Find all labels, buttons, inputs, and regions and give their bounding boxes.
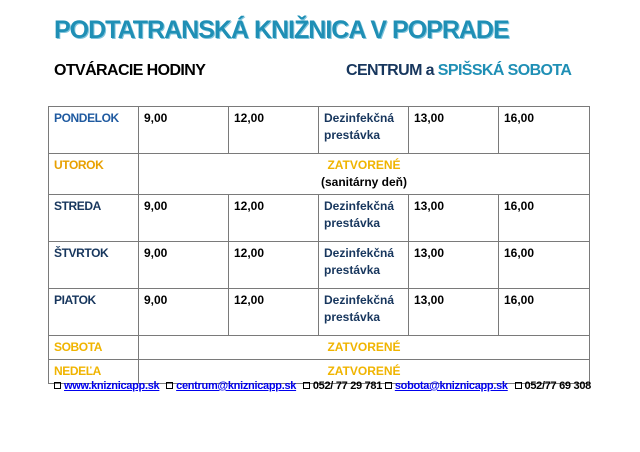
close-time: 16,00 — [499, 242, 590, 289]
open-time: 13,00 — [409, 242, 499, 289]
day-label: SOBOTA — [49, 336, 139, 360]
phone-centrum: 052/ 77 29 781 — [312, 380, 383, 392]
bullet-square-icon — [54, 382, 61, 389]
closed-label: ZATVORENÉ — [139, 336, 590, 360]
branch-spisska-sobota: SPIŠSKÁ SOBOTA — [437, 62, 572, 79]
table-row — [49, 242, 590, 289]
closed-label: ZATVORENÉ — [139, 360, 590, 384]
break-note: Dezinfekčná prestávka — [319, 289, 409, 336]
break-note: Dezinfekčná prestávka — [319, 195, 409, 242]
day-label: NEDEĽA — [49, 360, 139, 384]
closed-note: (sanitárny deň) — [320, 175, 407, 189]
table-row — [49, 336, 590, 360]
day-label: UTOROK — [49, 154, 139, 195]
open-time: 9,00 — [139, 107, 229, 154]
close-time: 12,00 — [229, 195, 319, 242]
open-time: 9,00 — [139, 195, 229, 242]
close-time: 12,00 — [229, 289, 319, 336]
opening-hours-table — [48, 106, 590, 384]
close-time: 16,00 — [499, 107, 590, 154]
email-sobota-link[interactable]: sobota@kniznicapp.sk — [394, 380, 508, 392]
open-time: 13,00 — [409, 195, 499, 242]
break-note: Dezinfekčná prestávka — [319, 107, 409, 154]
day-label: ŠTVRTOK — [49, 242, 139, 289]
phone-sobota: 052/77 69 308 — [524, 380, 591, 392]
table-row — [49, 154, 590, 195]
table-row — [49, 289, 590, 336]
break-note: Dezinfekčná prestávka — [319, 242, 409, 289]
close-time: 16,00 — [499, 289, 590, 336]
opening-hours-heading: OTVÁRACIE HODINY — [54, 62, 206, 79]
day-label: PIATOK — [49, 289, 139, 336]
close-time: 12,00 — [229, 242, 319, 289]
open-time: 13,00 — [409, 289, 499, 336]
open-time: 9,00 — [139, 242, 229, 289]
website-link[interactable]: www.kniznicapp.sk — [64, 380, 160, 392]
day-label: PONDELOK — [49, 107, 139, 154]
open-time: 9,00 — [139, 289, 229, 336]
day-label: STREDA — [49, 195, 139, 242]
bullet-square-icon — [385, 382, 392, 389]
page-title: PODTATRANSKÁ KNIŽNICA V POPRADE — [54, 16, 509, 44]
close-time: 16,00 — [499, 195, 590, 242]
email-centrum-link[interactable]: centrum@kniznicapp.sk — [176, 380, 297, 392]
branches-heading — [346, 62, 571, 80]
closed-cell — [139, 154, 590, 195]
bullet-square-icon — [303, 382, 310, 389]
bullet-square-icon — [515, 382, 522, 389]
table-row — [49, 107, 590, 154]
contact-footer — [54, 380, 591, 392]
table-row — [49, 195, 590, 242]
open-time: 13,00 — [409, 107, 499, 154]
bullet-square-icon — [166, 382, 173, 389]
branch-centrum: CENTRUM a — [346, 62, 438, 79]
close-time: 12,00 — [229, 107, 319, 154]
closed-label: ZATVORENÉ — [327, 158, 401, 172]
